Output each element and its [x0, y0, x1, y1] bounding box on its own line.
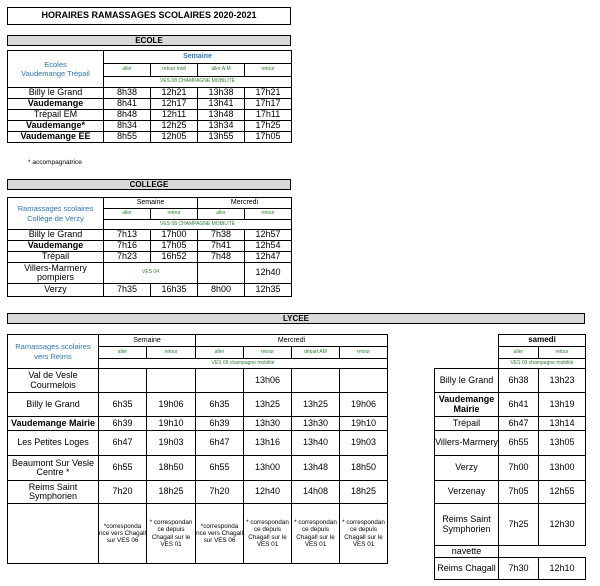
samedi-row-4-aller: 6h55: [499, 431, 539, 456]
lycee-row-3-c6: 19h10: [340, 417, 388, 431]
lycee-row-6-c1: 7h20: [99, 481, 147, 504]
lycee-note-4: * correspondan ce depuis Chagall sur le VES 01: [244, 504, 292, 564]
ecole-row-2-name: Vaudemange: [8, 99, 104, 110]
college-verzy-c2: 16h35: [151, 284, 198, 297]
college-school-label-1: Ramassages scolaires: [17, 204, 94, 214]
college-villers-retour: 12h40: [245, 263, 292, 284]
samedi-row-3-retour: 13h14: [539, 417, 586, 431]
lycee-row-5-c5: 13h48: [292, 456, 340, 481]
samedi-table: [434, 334, 586, 580]
college-period-semaine: Semaine: [104, 198, 198, 209]
samedi-chagall-aller: 7h30: [499, 558, 539, 580]
lycee-row-2-c4: 13h25: [244, 393, 292, 417]
samedi-row-7-name: Reims Saint Symphorien: [435, 504, 499, 546]
samedi-row-2-aller: 6h41: [499, 393, 539, 417]
lycee-row-2-c3: 6h35: [196, 393, 244, 417]
ecole-header: [7, 35, 291, 46]
college-row-2-c2: 17h05: [151, 241, 198, 252]
lycee-row-2-c2: 19h06: [147, 393, 196, 417]
college-row-3-c1: 7h23: [104, 252, 151, 263]
lycee-row-6-c3: 7h20: [196, 481, 244, 504]
college-row-1-name: Billy le Grand: [8, 230, 104, 241]
lycee-col-3: aller: [196, 347, 244, 359]
lycee-row-5-c4: 13h00: [244, 456, 292, 481]
ecole-row-1-aller: 8h38: [104, 88, 151, 99]
ecole-row-4-retour: 17h25: [245, 121, 292, 132]
ecole-row-3-aller-am: 13h48: [198, 110, 245, 121]
lycee-row-1-c1: [99, 369, 147, 393]
lycee-row-5-c1: 6h55: [99, 456, 147, 481]
college-row-3-c4: 12h47: [245, 252, 292, 263]
lycee-row-3-name: Vaudemange Mairie: [8, 417, 99, 431]
lycee-row-4-c1: 6h47: [99, 431, 147, 456]
college-row-2-name: Vaudemange: [8, 241, 104, 252]
lycee-row-3-c1: 6h39: [99, 417, 147, 431]
college-period-mercredi: Mercredi: [198, 198, 292, 209]
lycee-row-6-c4: 12h40: [244, 481, 292, 504]
samedi-corner: [435, 335, 499, 347]
college-row-2-c1: 7h16: [104, 241, 151, 252]
ecole-row-3-retour-midi: 12h11: [151, 110, 198, 121]
lycee-school-label-1: Ramassages scolaires: [15, 342, 91, 352]
samedi-row-7-aller: 7h25: [499, 504, 539, 546]
samedi-row-2-retour: 13h19: [539, 393, 586, 417]
samedi-corner-2: [435, 347, 499, 359]
lycee-row-4-c4: 13h16: [244, 431, 292, 456]
lycee-period-mercredi: Mercredi: [196, 335, 388, 347]
ecole-row-5-aller: 8h55: [104, 132, 151, 143]
ecole-line-label: VES 08 CHAMPAGNE MOBILITE: [104, 77, 292, 88]
samedi-row-5-aller: 7h00: [499, 456, 539, 481]
college-col-retour-1: retour: [151, 209, 198, 220]
samedi-row-1-name: Billy le Grand: [435, 369, 499, 393]
college-villers-name-1: Villers-Marmery: [24, 262, 87, 273]
samedi-row-1-retour: 13h23: [539, 369, 586, 393]
samedi-corner-3: [435, 359, 499, 369]
lycee-row-3-c2: 19h10: [147, 417, 196, 431]
college-col-aller-2: aller: [198, 209, 245, 220]
lycee-school-label-2: vers Reims: [34, 351, 72, 361]
college-row-1-c3: 7h38: [198, 230, 245, 241]
lycee-row-6-c2: 18h25: [147, 481, 196, 504]
ecole-col-retour: retour: [245, 64, 292, 77]
college-row-1-c1: 7h13: [104, 230, 151, 241]
lycee-row-2-name: Billy le Grand: [8, 393, 99, 417]
college-row-1-c4: 12h57: [245, 230, 292, 241]
ecole-col-retour-midi: retour midi: [151, 64, 198, 77]
lycee-period-semaine: Semaine: [99, 335, 196, 347]
lycee-header-label: LYCEE: [283, 314, 309, 323]
college-school-label-2: Collège de Verzy: [27, 213, 84, 223]
lycee-row-4-c2: 19h03: [147, 431, 196, 456]
lycee-row-3-c5: 13h30: [292, 417, 340, 431]
samedi-row-3-aller: 6h47: [499, 417, 539, 431]
college-villers-name-2: pompiers: [36, 272, 74, 282]
college-col-aller-1: aller: [104, 209, 151, 220]
lycee-row-6-name: Reims Saint Symphorien: [8, 481, 99, 504]
lycee-row-5-c6: 18h50: [340, 456, 388, 481]
ecole-row-1-name: Billy le Grand: [8, 88, 104, 99]
ecole-footnote: * accompagnatrice: [28, 159, 82, 166]
lycee-line-label: VES 09 champagne mobilité: [99, 359, 388, 369]
samedi-row-4-retour: 13h05: [539, 431, 586, 456]
ecole-row-5-retour-midi: 12h05: [151, 132, 198, 143]
ecole-row-3-retour: 17h11: [245, 110, 292, 121]
college-verzy-name: Verzy: [8, 284, 104, 297]
lycee-row-6-c6: 18h25: [340, 481, 388, 504]
lycee-row-1-c6: [340, 369, 388, 393]
college-table: [7, 197, 292, 297]
lycee-col-2: retour: [147, 347, 196, 359]
ecole-row-5-retour: 17h05: [245, 132, 292, 143]
lycee-col-1: aller: [99, 347, 147, 359]
lycee-table: [7, 334, 388, 564]
samedi-col-aller: aller: [499, 347, 539, 359]
samedi-row-5-name: Verzy: [435, 456, 499, 481]
lycee-row-4-c3: 6h47: [196, 431, 244, 456]
samedi-row-1-aller: 6h38: [499, 369, 539, 393]
ecole-row-2-aller: 8h41: [104, 99, 151, 110]
samedi-row-5-retour: 13h00: [539, 456, 586, 481]
lycee-col-5: départ AM: [292, 347, 340, 359]
college-verzy-c1: 7h35: [104, 284, 151, 297]
samedi-col-retour: retour: [539, 347, 586, 359]
lycee-row-1-c5: [292, 369, 340, 393]
ecole-school-label-2: Vaudemange Trépail: [21, 69, 90, 78]
lycee-row-4-name: Les Petites Loges: [8, 431, 99, 456]
samedi-chagall-name: Reims Chagall: [435, 558, 499, 580]
ecole-row-2-retour: 17h17: [245, 99, 292, 110]
college-villers-line: VES 04: [104, 263, 198, 284]
lycee-note-2: * correspondan ce depuis Chagall sur le VES 01: [147, 504, 196, 564]
college-col-retour-2: retour: [245, 209, 292, 220]
lycee-col-6: retour: [340, 347, 388, 359]
ecole-period: Semaine: [104, 51, 292, 64]
ecole-row-4-retour-midi: 12h25: [151, 121, 198, 132]
ecole-header-label: ECOLE: [135, 36, 163, 45]
lycee-row-1-name: Val de Vesle Courmelois: [8, 369, 99, 393]
lycee-row-1-c2: [147, 369, 196, 393]
lycee-note-1: *corresponda nce vers Chagall sur VES 06: [99, 504, 147, 564]
samedi-chagall-retour: 12h10: [539, 558, 586, 580]
lycee-col-4: retour: [244, 347, 292, 359]
samedi-row-6-name: Verzenay: [435, 481, 499, 504]
samedi-line-label: VES 09 champagne mobilité: [499, 359, 586, 369]
samedi-row-6-aller: 7h05: [499, 481, 539, 504]
ecole-row-5-name: Vaudemange EE: [8, 132, 104, 143]
ecole-row-3-aller: 8h48: [104, 110, 151, 121]
ecole-row-4-name: Vaudemange*: [8, 121, 104, 132]
lycee-row-4-c6: 19h03: [340, 431, 388, 456]
college-row-1-c2: 17h00: [151, 230, 198, 241]
college-row-2-c3: 7h41: [198, 241, 245, 252]
page-title: HORAIRES RAMASSAGES SCOLAIRES 2020-2021: [41, 10, 257, 20]
lycee-header: [7, 313, 585, 324]
ecole-school-label-1: Ecoles: [44, 59, 67, 69]
ecole-row-2-retour-midi: 12h17: [151, 99, 198, 110]
lycee-row-3-c4: 13h30: [244, 417, 292, 431]
samedi-navette-empty-1: [499, 546, 539, 558]
samedi-row-4-name: Villers-Marmery: [435, 431, 499, 456]
lycee-row-4-c5: 13h40: [292, 431, 340, 456]
college-row-2-c4: 12h54: [245, 241, 292, 252]
ecole-row-1-retour: 17h21: [245, 88, 292, 99]
samedi-row-7-retour: 12h30: [539, 504, 586, 546]
lycee-row-6-c5: 14h08: [292, 481, 340, 504]
lycee-note-6: * correspondan ce depuis Chagall sur le VES 01: [340, 504, 388, 564]
college-verzy-c3: 8h00: [198, 284, 245, 297]
college-header: [7, 179, 291, 190]
college-row-3-name: Trépail: [8, 252, 104, 263]
lycee-row-5-name: Beaumont Sur Vesle Centre *: [8, 456, 99, 481]
college-verzy-c4: 12h35: [245, 284, 292, 297]
lycee-row-5-c2: 18h50: [147, 456, 196, 481]
lycee-row-1-c3: [196, 369, 244, 393]
lycee-row-2-c1: 6h35: [99, 393, 147, 417]
samedi-navette-empty-2: [539, 546, 586, 558]
samedi-row-6-retour: 12h55: [539, 481, 586, 504]
lycee-note-3: *corresponda nce vers Chagall sur VES 06: [196, 504, 244, 564]
ecole-row-3-name: Trépail EM: [8, 110, 104, 121]
lycee-notes-empty: [8, 504, 99, 564]
ecole-row-1-aller-am: 13h38: [198, 88, 245, 99]
lycee-row-2-c5: 13h25: [292, 393, 340, 417]
lycee-row-2-c6: 19h06: [340, 393, 388, 417]
college-line-label: VES 08 CHAMPAGNE MOBILITE: [104, 220, 292, 230]
ecole-col-aller: aller: [104, 64, 151, 77]
samedi-navette: navette: [435, 546, 499, 558]
samedi-header: samedi: [499, 335, 586, 347]
college-header-label: COLLEGE: [129, 180, 169, 189]
college-row-3-c2: 16h52: [151, 252, 198, 263]
ecole-row-2-aller-am: 13h41: [198, 99, 245, 110]
samedi-row-2-name: Vaudemange Mairie: [435, 393, 499, 417]
lycee-row-3-c3: 6h39: [196, 417, 244, 431]
ecole-row-1-retour-midi: 12h21: [151, 88, 198, 99]
ecole-row-4-aller: 8h34: [104, 121, 151, 132]
samedi-row-3-name: Trépail: [435, 417, 499, 431]
lycee-note-5: * correspondan ce depuis Chagall sur le VES 01: [292, 504, 340, 564]
ecole-table: [7, 50, 292, 143]
lycee-row-5-c3: 6h55: [196, 456, 244, 481]
college-villers-empty: [198, 263, 245, 284]
lycee-row-1-c4: 13h06: [244, 369, 292, 393]
ecole-row-5-aller-am: 13h55: [198, 132, 245, 143]
college-row-3-c3: 7h48: [198, 252, 245, 263]
ecole-row-4-aller-am: 13h34: [198, 121, 245, 132]
ecole-col-aller-am: aller A.M: [198, 64, 245, 77]
